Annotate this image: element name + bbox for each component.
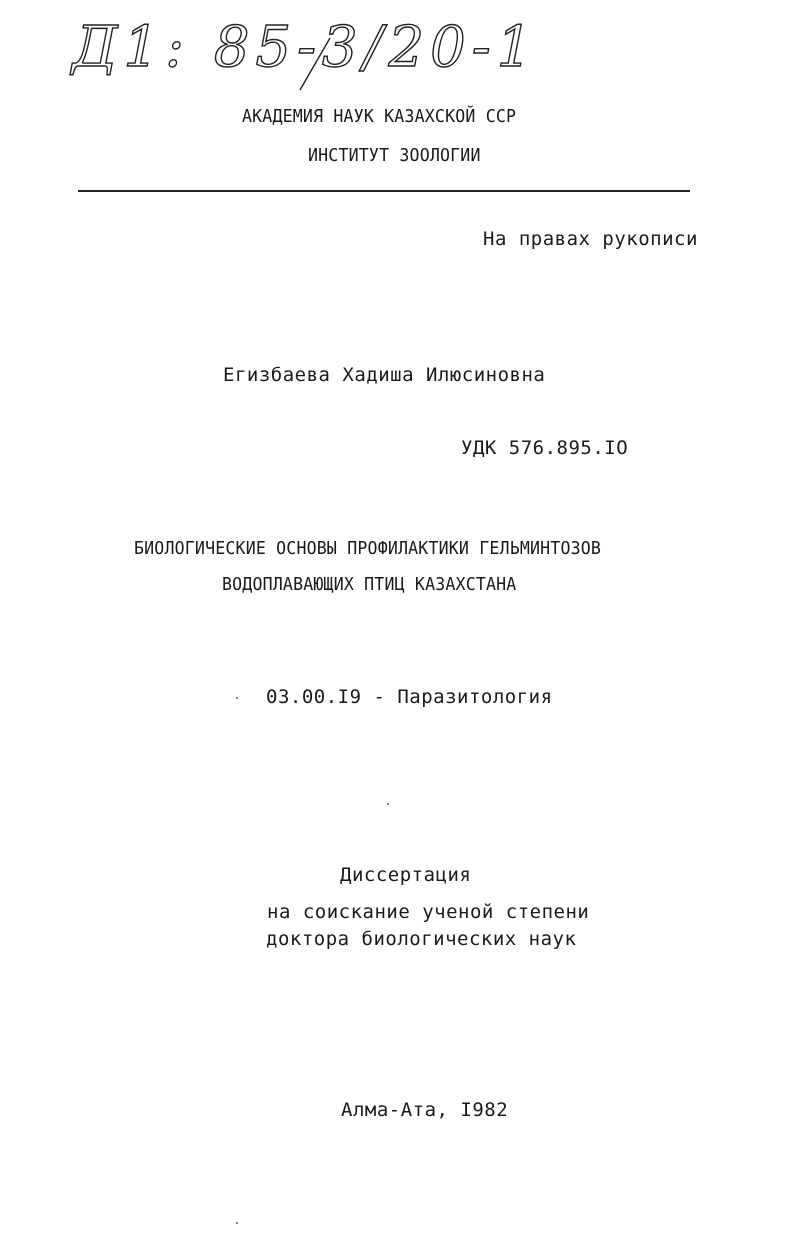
title-line-2: ВОДОПЛАВАЮЩИХ ПТИЦ КАЗАХСТАНА <box>222 574 517 595</box>
scan-speck <box>387 803 389 805</box>
specialty-code: 03.00.I9 - Паразитология <box>266 686 553 708</box>
udc-code: УДК 576.895.IO <box>461 437 629 459</box>
archive-handwritten-mark <box>68 8 539 98</box>
institute-heading: ИНСТИТУТ ЗООЛОГИИ <box>308 145 481 166</box>
thesis-degree-line: на соискание ученой степени <box>267 901 590 923</box>
title-line-1: БИОЛОГИЧЕСКИЕ ОСНОВЫ ПРОФИЛАКТИКИ ГЕЛЬМИНТОЗОВ <box>134 538 602 559</box>
header-divider <box>78 190 690 192</box>
archive-mark-text: Д1: 85-3/20-1 <box>72 15 539 80</box>
author-name: Егизбаева Хадиша Илюсиновна <box>223 364 546 386</box>
thesis-type: Диссертация <box>340 864 472 886</box>
place-year: Алма-Ата, I982 <box>341 1099 509 1121</box>
scan-speck <box>236 1222 238 1224</box>
rights-note: На правах рукописи <box>483 228 698 250</box>
scan-speck <box>236 697 238 699</box>
thesis-field-line: доктора биологических наук <box>266 928 577 950</box>
academy-heading: АКАДЕМИЯ НАУК КАЗАХСКОЙ ССР <box>242 106 517 127</box>
